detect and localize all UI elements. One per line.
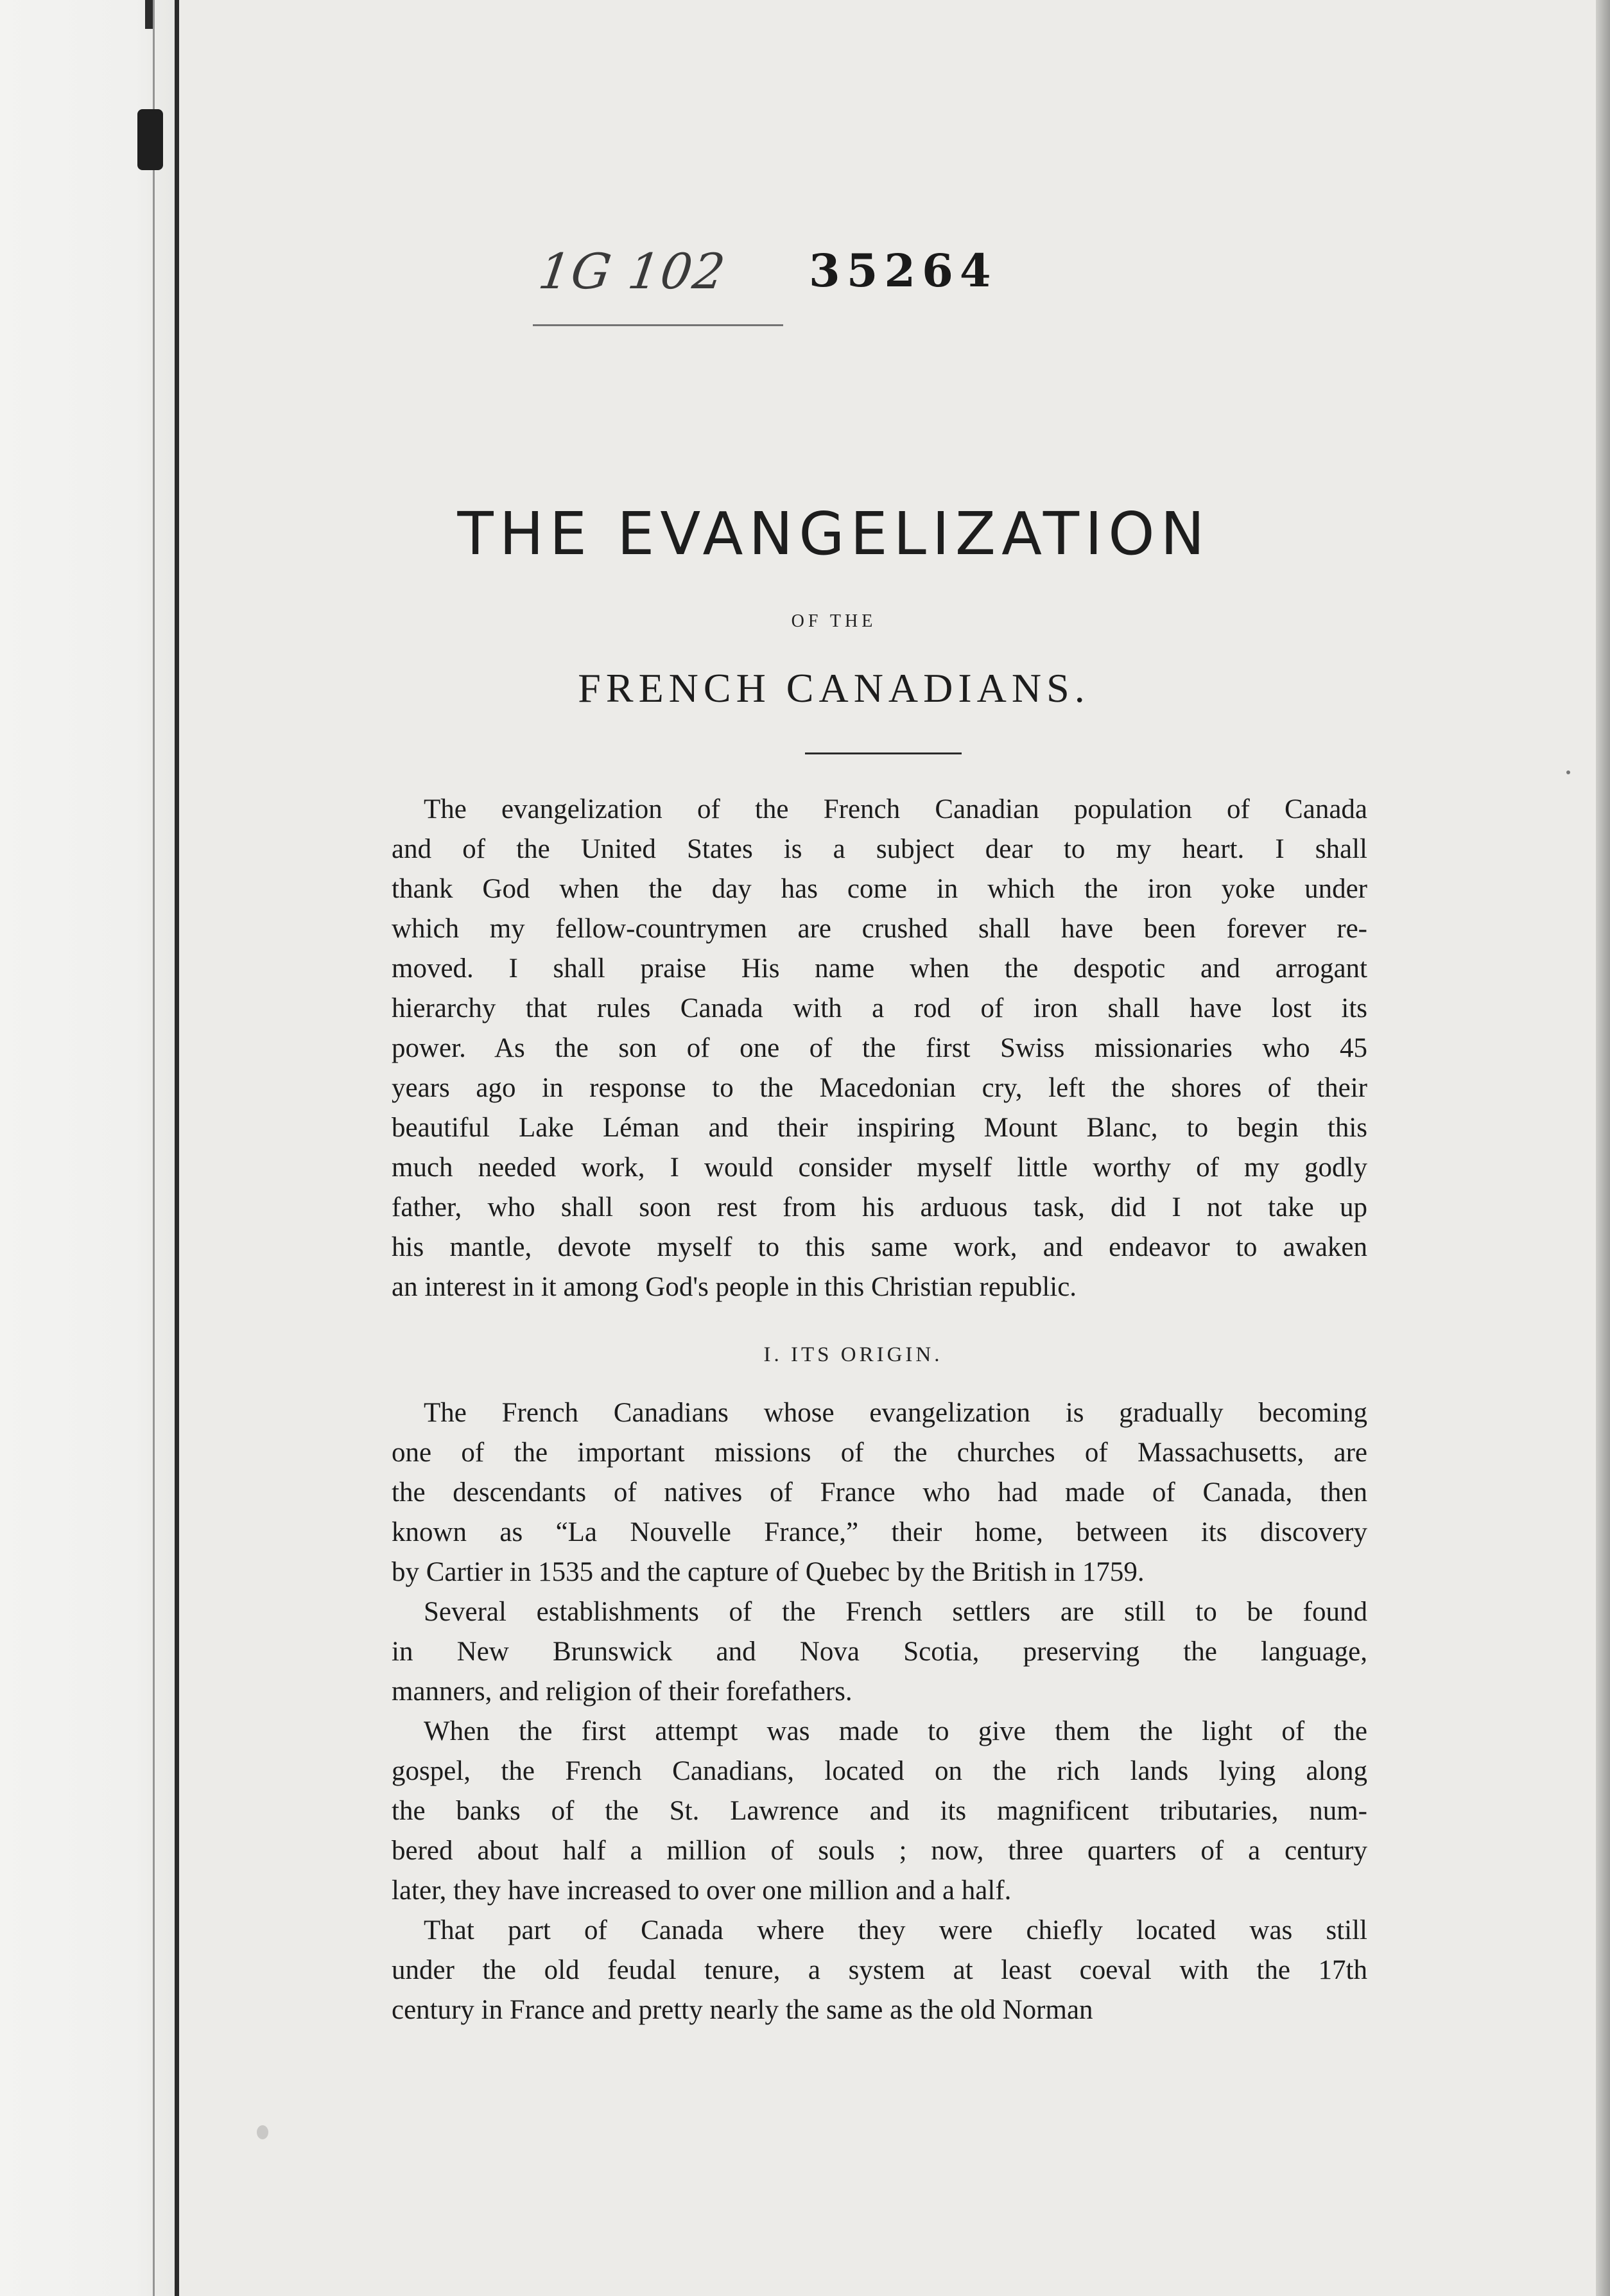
text-line: century in France and pretty nearly the same as the old Norman (392, 1995, 1093, 2025)
text-line: and of the United States is a subject dear to my heart. I shall (392, 834, 1367, 864)
scan-speck (1566, 770, 1570, 774)
text-line: much needed work, I would consider myself little worthy of my godly (392, 1152, 1367, 1183)
handwritten-call-number: 1G 102 (535, 243, 730, 300)
document-subtitle: FRENCH CANADIANS. (578, 665, 1090, 711)
text-line: the banks of the St. Lawrence and its magnificent tributaries, num- (392, 1796, 1367, 1826)
text-line: the descendants of natives of France who had made of Canada, then (392, 1477, 1367, 1508)
paragraph (392, 1592, 1367, 1712)
paragraph (392, 790, 1367, 1307)
text-line: gospel, the French Canadians, located on the rich lands lying along (392, 1756, 1367, 1786)
text-line: an interest in it among God's people in this Christian republic. (392, 1272, 1077, 1302)
text-line: beautiful Lake Léman and their inspiring Mount Blanc, to begin this (392, 1113, 1367, 1143)
text-line: The evangelization of the French Canadian population of Canada (424, 794, 1367, 824)
text-line: thank God when the day has come in which the iron yoke under (392, 874, 1367, 904)
catalog-marks (526, 238, 1040, 340)
binding-edge (175, 0, 179, 2296)
section-body (392, 1393, 1367, 2030)
document-title: THE EVANGELIZATION (457, 500, 1211, 568)
text-line: under the old feudal tenure, a system at least coeval with the 17th (392, 1955, 1367, 1985)
accession-number: 35264 (809, 244, 998, 297)
paragraph (392, 1911, 1367, 2030)
text-line: known as “La Nouvelle France,” their home, between its discovery (392, 1517, 1367, 1547)
scan-speck (257, 2125, 268, 2139)
text-line: Several establishments of the French settlers are still to be found (424, 1597, 1367, 1627)
binding-shadow (153, 0, 155, 2296)
title-rule (805, 752, 962, 754)
binding-clip-top (145, 0, 153, 29)
text-line: manners, and religion of their forefathers. (392, 1676, 853, 1707)
text-line: When the first attempt was made to give them the light of the (424, 1716, 1367, 1746)
text-line: by Cartier in 1535 and the capture of Quebec by the British in 1759. (392, 1557, 1145, 1587)
intro-paragraph (392, 790, 1367, 1307)
text-line: in New Brunswick and Nova Scotia, preserving the language, (392, 1637, 1367, 1667)
text-line: The French Canadians whose evangelization is gradually becoming (424, 1398, 1367, 1428)
text-line: That part of Canada where they were chiefly located was still (424, 1915, 1367, 1945)
scan-gutter (0, 0, 193, 2296)
text-line: one of the important missions of the churches of Massachusetts, are (392, 1438, 1367, 1468)
text-line: which my fellow-countrymen are crushed shall have been forever re- (392, 914, 1367, 944)
text-line: hierarchy that rules Canada with a rod of iron shall have lost its (392, 993, 1367, 1023)
paragraph (392, 1393, 1367, 1592)
pencil-underline (533, 324, 783, 326)
paragraph (392, 1712, 1367, 1911)
text-line: his mantle, devote myself to this same work, and endeavor to awaken (392, 1232, 1367, 1262)
text-line: later, they have increased to over one million and a half. (392, 1875, 1012, 1906)
title-connector: OF THE (791, 611, 877, 631)
text-line: father, who shall soon rest from his arduous task, did I not take up (392, 1192, 1367, 1222)
text-line: years ago in response to the Macedonian cry, left the shores of their (392, 1073, 1367, 1103)
text-line: bered about half a million of souls ; now, three quarters of a century (392, 1836, 1367, 1866)
binding-clip (137, 109, 163, 170)
section-heading: I. ITS ORIGIN. (763, 1343, 943, 1366)
text-line: moved. I shall praise His name when the despotic and arrogant (392, 953, 1367, 984)
page-edge-shadow (1596, 0, 1610, 2296)
text-line: power. As the son of one of the first Swiss missionaries who 45 (392, 1033, 1367, 1063)
